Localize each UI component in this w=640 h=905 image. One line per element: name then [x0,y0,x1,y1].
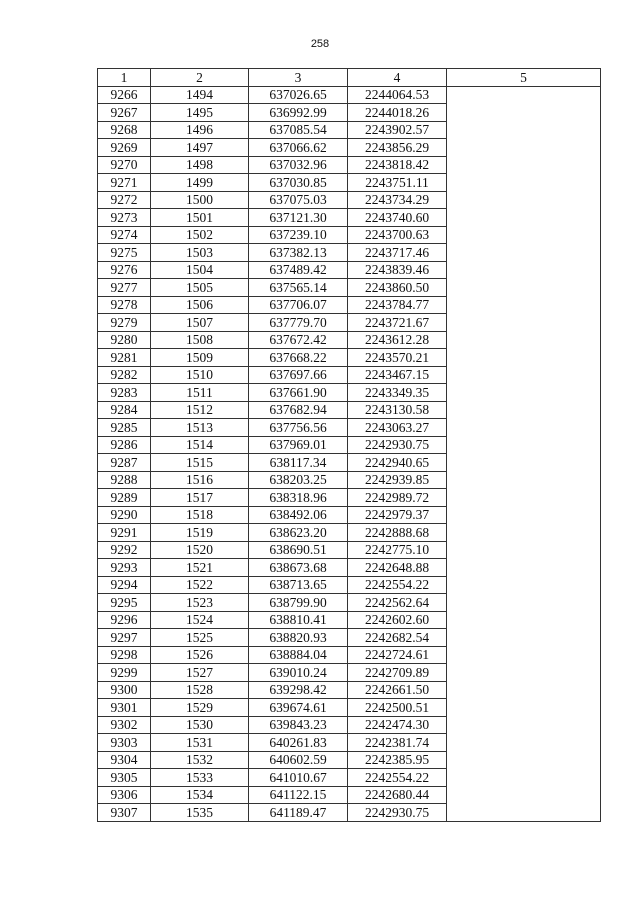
table-cell-col3: 637697.66 [249,366,348,384]
table-cell-col1: 9304 [98,751,151,769]
table-cell-col2: 1502 [151,226,249,244]
table-cell-col2: 1522 [151,576,249,594]
table-cell-col2: 1513 [151,419,249,437]
table-cell-col1: 9268 [98,121,151,139]
table-cell-col3: 640261.83 [249,734,348,752]
table-cell-col3: 638820.93 [249,629,348,647]
table-cell-col4: 2242888.68 [348,524,447,542]
table-cell-col4: 2243467.15 [348,366,447,384]
table-cell-col4: 2243349.35 [348,384,447,402]
table-cell-col1: 9274 [98,226,151,244]
table-cell-col1: 9288 [98,471,151,489]
table-cell-col3: 639010.24 [249,664,348,682]
table-cell-col1: 9306 [98,786,151,804]
table-cell-col1: 9277 [98,279,151,297]
table-cell-col3: 641189.47 [249,804,348,822]
table-cell-col2: 1515 [151,454,249,472]
table-cell-col3: 637668.22 [249,349,348,367]
table-cell-col1: 9276 [98,261,151,279]
table-cell-col5 [447,86,601,821]
table-cell-col3: 638713.65 [249,576,348,594]
table-cell-col1: 9287 [98,454,151,472]
table-cell-col4: 2243818.42 [348,156,447,174]
table-row [98,86,601,104]
table-cell-col1: 9278 [98,296,151,314]
table-cell-col1: 9290 [98,506,151,524]
table-cell-col4: 2242682.54 [348,629,447,647]
table-cell-col4: 2243856.29 [348,139,447,157]
table-cell-col2: 1506 [151,296,249,314]
table-cell-col2: 1500 [151,191,249,209]
table-cell-col1: 9272 [98,191,151,209]
table-cell-col3: 637969.01 [249,436,348,454]
table-cell-col4: 2242930.75 [348,804,447,822]
table-cell-col2: 1533 [151,769,249,787]
table-cell-col2: 1510 [151,366,249,384]
table-cell-col2: 1529 [151,699,249,717]
table-cell-col1: 9299 [98,664,151,682]
table-cell-col1: 9269 [98,139,151,157]
table-cell-col4: 2243784.77 [348,296,447,314]
table-cell-col1: 9297 [98,629,151,647]
table-cell-col2: 1504 [151,261,249,279]
table-cell-col3: 637382.13 [249,244,348,262]
table-cell-col1: 9295 [98,594,151,612]
table-cell-col1: 9305 [98,769,151,787]
table-cell-col1: 9266 [98,86,151,104]
table-cell-col4: 2242602.60 [348,611,447,629]
table-cell-col2: 1507 [151,314,249,332]
table-cell-col2: 1535 [151,804,249,822]
table-cell-col1: 9284 [98,401,151,419]
table-cell-col2: 1531 [151,734,249,752]
table-cell-col1: 9270 [98,156,151,174]
table-cell-col4: 2242474.30 [348,716,447,734]
table-cell-col1: 9307 [98,804,151,822]
table-cell-col3: 637706.07 [249,296,348,314]
table-cell-col3: 637030.85 [249,174,348,192]
table-cell-col3: 638623.20 [249,524,348,542]
table-cell-col3: 639843.23 [249,716,348,734]
table-cell-col4: 2242989.72 [348,489,447,507]
table-cell-col4: 2243130.58 [348,401,447,419]
table-cell-col1: 9289 [98,489,151,507]
table-cell-col3: 639674.61 [249,699,348,717]
table-cell-col1: 9273 [98,209,151,227]
table-cell-col4: 2244064.53 [348,86,447,104]
table-cell-col2: 1530 [151,716,249,734]
table-cell-col1: 9303 [98,734,151,752]
table-cell-col1: 9300 [98,681,151,699]
table-cell-col3: 641122.15 [249,786,348,804]
table-cell-col3: 637026.65 [249,86,348,104]
table-cell-col4: 2242979.37 [348,506,447,524]
table-cell-col2: 1517 [151,489,249,507]
table-cell-col2: 1514 [151,436,249,454]
table-cell-col4: 2243717.46 [348,244,447,262]
table-cell-col4: 2242939.85 [348,471,447,489]
table-cell-col4: 2243839.46 [348,261,447,279]
table-header-row [98,69,601,87]
table-body [98,86,601,821]
table-cell-col2: 1523 [151,594,249,612]
table-cell-col3: 637121.30 [249,209,348,227]
table-cell-col3: 637075.03 [249,191,348,209]
table-cell-col4: 2243700.63 [348,226,447,244]
table-cell-col4: 2242385.95 [348,751,447,769]
table-cell-col3: 637779.70 [249,314,348,332]
table-cell-col4: 2242554.22 [348,769,447,787]
table-cell-col3: 637565.14 [249,279,348,297]
table-cell-col2: 1520 [151,541,249,559]
table-cell-col3: 638318.96 [249,489,348,507]
table-cell-col3: 637672.42 [249,331,348,349]
column-header-3: 3 [249,69,348,87]
table-cell-col3: 638117.34 [249,454,348,472]
table-cell-col4: 2242680.44 [348,786,447,804]
table-cell-col4: 2242500.51 [348,699,447,717]
table-cell-col2: 1497 [151,139,249,157]
table-cell-col3: 637066.62 [249,139,348,157]
table-cell-col2: 1508 [151,331,249,349]
table-cell-col4: 2244018.26 [348,104,447,122]
table-cell-col4: 2242775.10 [348,541,447,559]
page-number: 258 [310,38,330,50]
table-cell-col1: 9291 [98,524,151,542]
table-cell-col2: 1501 [151,209,249,227]
table-cell-col4: 2243860.50 [348,279,447,297]
table-cell-col3: 638203.25 [249,471,348,489]
table-cell-col2: 1524 [151,611,249,629]
table-cell-col3: 638884.04 [249,646,348,664]
table-cell-col1: 9275 [98,244,151,262]
table-cell-col1: 9296 [98,611,151,629]
table-cell-col4: 2242562.64 [348,594,447,612]
table-cell-col4: 2242648.88 [348,559,447,577]
table-cell-col2: 1511 [151,384,249,402]
table-cell-col1: 9285 [98,419,151,437]
table-cell-col3: 638799.90 [249,594,348,612]
table-cell-col2: 1499 [151,174,249,192]
table-cell-col4: 2242554.22 [348,576,447,594]
table-cell-col1: 9301 [98,699,151,717]
table-cell-col1: 9271 [98,174,151,192]
table-cell-col4: 2243063.27 [348,419,447,437]
table-cell-col3: 640602.59 [249,751,348,769]
table-cell-col3: 637085.54 [249,121,348,139]
table-cell-col1: 9280 [98,331,151,349]
table-cell-col1: 9294 [98,576,151,594]
table-cell-col2: 1519 [151,524,249,542]
table-cell-col1: 9302 [98,716,151,734]
table-cell-col1: 9281 [98,349,151,367]
table-cell-col3: 638492.06 [249,506,348,524]
table-cell-col3: 637682.94 [249,401,348,419]
table-cell-col1: 9283 [98,384,151,402]
table-cell-col2: 1532 [151,751,249,769]
table-cell-col2: 1534 [151,786,249,804]
column-header-1: 1 [98,69,151,87]
table-cell-col3: 638673.68 [249,559,348,577]
table-cell-col4: 2242724.61 [348,646,447,664]
table-cell-col2: 1527 [151,664,249,682]
table-cell-col4: 2243740.60 [348,209,447,227]
table-cell-col2: 1521 [151,559,249,577]
table-cell-col3: 639298.42 [249,681,348,699]
table-cell-col2: 1516 [151,471,249,489]
table-cell-col1: 9286 [98,436,151,454]
table-cell-col3: 638690.51 [249,541,348,559]
table-cell-col2: 1496 [151,121,249,139]
table-cell-col1: 9298 [98,646,151,664]
table-cell-col2: 1512 [151,401,249,419]
table-cell-col4: 2243612.28 [348,331,447,349]
table-cell-col3: 636992.99 [249,104,348,122]
table-cell-col4: 2242940.65 [348,454,447,472]
table-cell-col4: 2243721.67 [348,314,447,332]
table-cell-col4: 2243902.57 [348,121,447,139]
table-cell-col4: 2242381.74 [348,734,447,752]
table-cell-col4: 2243570.21 [348,349,447,367]
table-cell-col3: 638810.41 [249,611,348,629]
table-cell-col4: 2242930.75 [348,436,447,454]
table-cell-col2: 1526 [151,646,249,664]
table-cell-col3: 637239.10 [249,226,348,244]
table-cell-col2: 1494 [151,86,249,104]
table-cell-col2: 1495 [151,104,249,122]
table-cell-col1: 9279 [98,314,151,332]
table-cell-col1: 9292 [98,541,151,559]
table-cell-col4: 2243734.29 [348,191,447,209]
column-header-5: 5 [447,69,601,87]
table-cell-col1: 9267 [98,104,151,122]
table-cell-col3: 637756.56 [249,419,348,437]
table-cell-col2: 1518 [151,506,249,524]
table-cell-col2: 1528 [151,681,249,699]
column-header-4: 4 [348,69,447,87]
table-cell-col3: 637661.90 [249,384,348,402]
table-cell-col4: 2242661.50 [348,681,447,699]
table-cell-col2: 1509 [151,349,249,367]
table-cell-col1: 9282 [98,366,151,384]
table-cell-col4: 2242709.89 [348,664,447,682]
table-cell-col2: 1525 [151,629,249,647]
column-header-2: 2 [151,69,249,87]
table-cell-col3: 641010.67 [249,769,348,787]
table-cell-col3: 637489.42 [249,261,348,279]
table-cell-col2: 1498 [151,156,249,174]
coordinates-table [97,68,601,822]
table-cell-col1: 9293 [98,559,151,577]
table-cell-col4: 2243751.11 [348,174,447,192]
table-cell-col3: 637032.96 [249,156,348,174]
table-cell-col2: 1503 [151,244,249,262]
table-cell-col2: 1505 [151,279,249,297]
